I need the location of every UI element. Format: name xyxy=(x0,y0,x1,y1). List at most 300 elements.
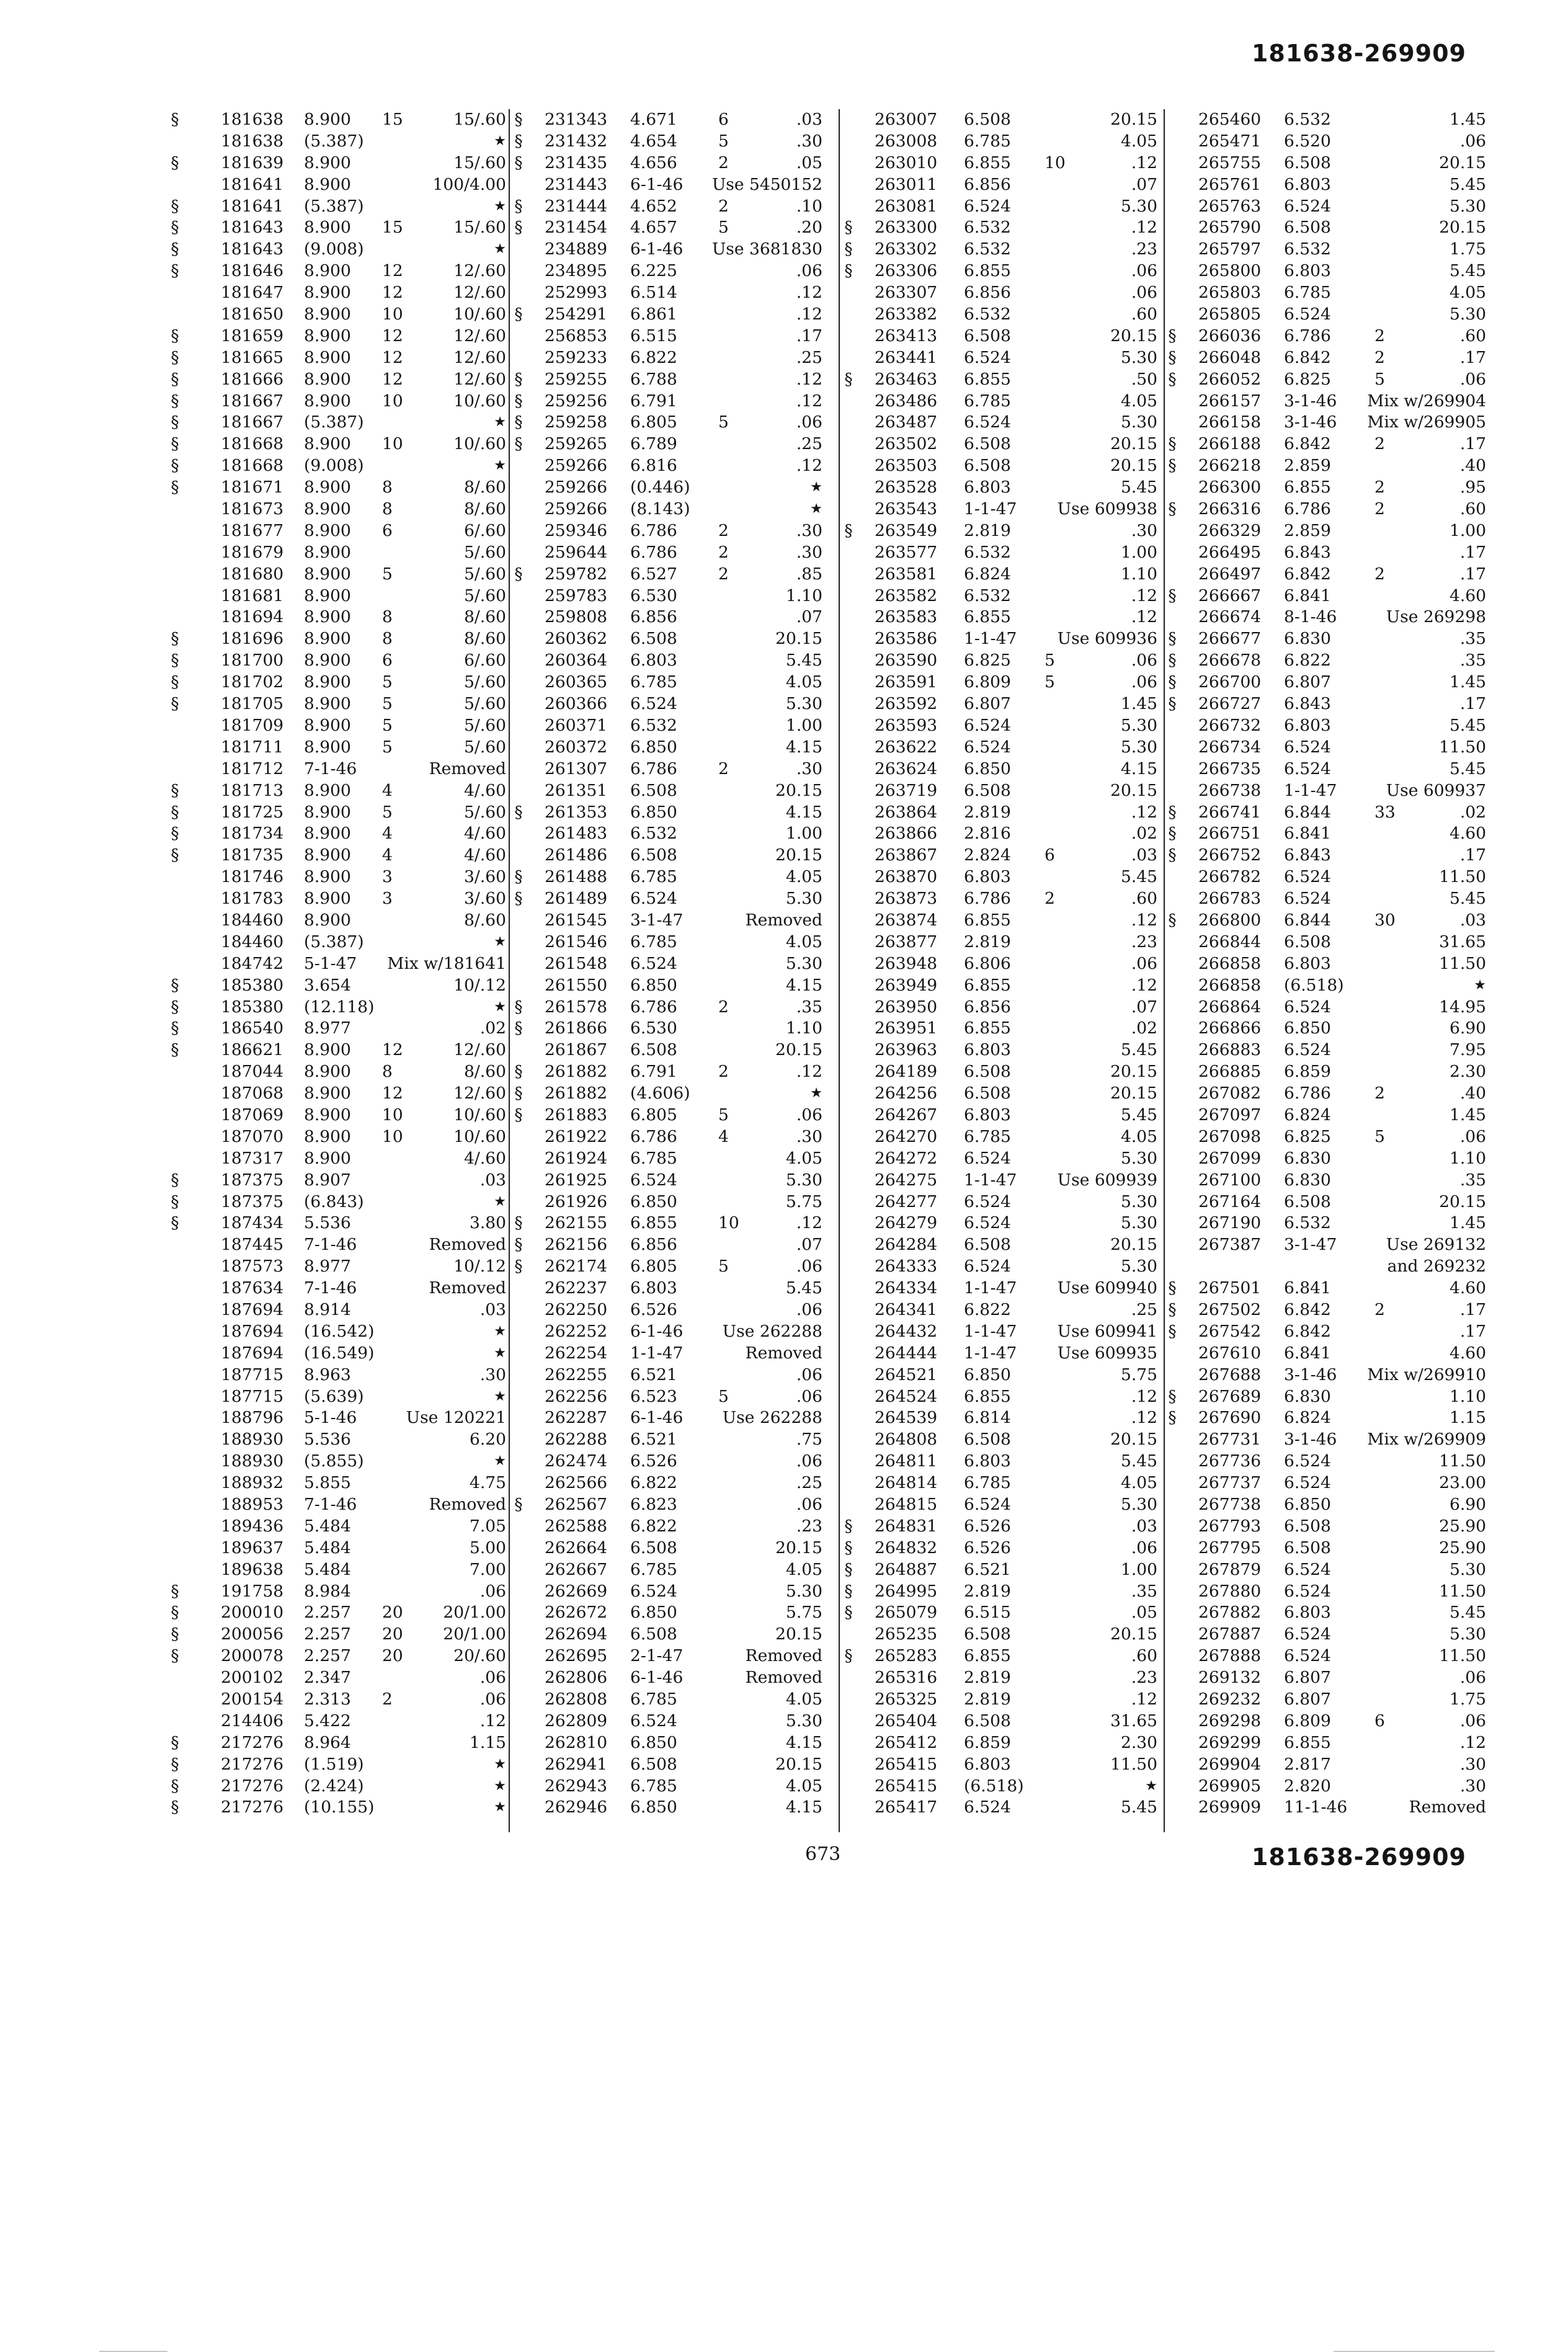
table-row xyxy=(1166,1148,1489,1170)
section-mark: § xyxy=(844,218,853,238)
table-row xyxy=(1166,153,1489,174)
unit-price: ★ xyxy=(494,933,506,950)
unit-price: 25.90 xyxy=(1439,1538,1486,1557)
table-row xyxy=(167,1451,509,1472)
part-number: 269232 xyxy=(1198,1690,1262,1709)
quantity: 4 xyxy=(382,845,393,865)
unit-price: 4.15 xyxy=(785,1797,822,1817)
table-row xyxy=(512,369,841,391)
table-row xyxy=(512,607,841,628)
price-or-date: 6.524 xyxy=(1284,1624,1331,1644)
table-row xyxy=(842,1256,1165,1278)
unit-price: ★ xyxy=(810,501,822,517)
table-row xyxy=(167,153,509,174)
section-mark: § xyxy=(514,391,523,411)
quantity: 10 xyxy=(718,1213,739,1233)
table-row xyxy=(167,455,509,477)
price-or-date: 6.508 xyxy=(630,780,677,800)
price-or-date: (6.518) xyxy=(964,1776,1024,1796)
price-or-date: 6.526 xyxy=(630,1451,677,1471)
section-mark: § xyxy=(171,196,179,216)
table-row xyxy=(512,1776,841,1797)
price-or-date: 4.654 xyxy=(630,131,677,151)
table-row xyxy=(842,1451,1165,1472)
part-number: 214406 xyxy=(221,1711,284,1731)
section-mark: § xyxy=(844,1559,853,1579)
table-row xyxy=(842,434,1165,455)
table-row xyxy=(842,1213,1165,1234)
table-row xyxy=(512,564,841,586)
table-row xyxy=(167,1754,509,1776)
part-number: 200078 xyxy=(221,1646,284,1666)
price-or-date: 2.817 xyxy=(1284,1754,1331,1774)
unit-price: .40 xyxy=(1459,1084,1486,1103)
table-row xyxy=(167,1386,509,1408)
part-number: 266700 xyxy=(1198,672,1262,692)
section-mark: § xyxy=(514,434,523,454)
table-row xyxy=(1166,1624,1489,1646)
section-mark: § xyxy=(1168,694,1177,714)
price-or-date: 2.313 xyxy=(304,1690,351,1709)
table-row xyxy=(842,1278,1165,1299)
section-mark: § xyxy=(171,824,179,844)
price-or-date: 6.524 xyxy=(964,1213,1011,1233)
unit-price: .12 xyxy=(796,456,822,476)
page-range-footer: 181638-269909 xyxy=(1251,1843,1466,1871)
table-row xyxy=(167,1321,509,1343)
price-or-date: 6.786 xyxy=(630,997,677,1017)
quantity: 2 xyxy=(718,997,729,1017)
unit-price: Use 609937 xyxy=(1386,780,1486,800)
price-or-date: 6.524 xyxy=(630,694,677,714)
price-or-date: 6.785 xyxy=(630,672,677,692)
price-or-date: 6.508 xyxy=(964,434,1011,454)
table-row xyxy=(512,347,841,369)
part-number: 261922 xyxy=(545,1126,608,1146)
part-number: 264811 xyxy=(875,1451,938,1471)
price-or-date: 6.530 xyxy=(630,1018,677,1038)
section-mark: § xyxy=(514,153,523,172)
page-range-header: 181638-269909 xyxy=(1251,40,1466,67)
table-row xyxy=(1166,693,1489,715)
price-or-date: 3-1-47 xyxy=(630,910,684,930)
table-row xyxy=(842,910,1165,932)
section-mark: § xyxy=(171,110,179,129)
table-row xyxy=(1166,1256,1489,1278)
table-row xyxy=(167,239,509,261)
part-number: 181641 xyxy=(221,196,284,216)
unit-price: Mix w/269909 xyxy=(1367,1430,1486,1450)
price-or-date: 1-1-47 xyxy=(964,1321,1017,1341)
part-number: 254291 xyxy=(545,305,608,324)
quantity: 5 xyxy=(1374,1126,1385,1146)
price-or-date: 6.824 xyxy=(1284,1408,1331,1428)
table-row xyxy=(1166,434,1489,455)
unit-price: .06 xyxy=(1459,369,1486,389)
quantity: 2 xyxy=(1374,499,1385,519)
unit-price: .02 xyxy=(1131,824,1157,844)
unit-price: 20.15 xyxy=(1110,1084,1157,1103)
unit-price: .23 xyxy=(1131,932,1157,951)
part-number: 185380 xyxy=(221,997,284,1017)
section-mark: § xyxy=(171,326,179,345)
quantity: 15 xyxy=(382,218,403,238)
part-number: 186621 xyxy=(221,1040,284,1060)
price-or-date: 7-1-46 xyxy=(304,759,357,778)
unit-price: 1.10 xyxy=(785,586,822,605)
table-row xyxy=(512,932,841,953)
part-number: 262174 xyxy=(545,1257,608,1276)
price-or-date: 6.816 xyxy=(630,456,677,476)
unit-price: .06 xyxy=(796,1105,822,1125)
section-mark: § xyxy=(171,153,179,172)
table-row xyxy=(512,1321,841,1343)
price-or-date: 8.977 xyxy=(304,1018,351,1038)
part-number: 181702 xyxy=(221,672,284,692)
price-or-date: 2.819 xyxy=(964,802,1011,822)
table-row xyxy=(842,261,1165,282)
section-mark: § xyxy=(171,672,179,692)
unit-price: 8/.60 xyxy=(464,478,506,497)
price-or-date: 8.900 xyxy=(304,261,351,281)
price-or-date: (4.606) xyxy=(630,1084,690,1103)
part-number: 263081 xyxy=(875,196,938,216)
quantity: 33 xyxy=(1374,802,1396,822)
part-number: 260362 xyxy=(545,629,608,649)
part-number: 252993 xyxy=(545,283,608,303)
unit-price: .95 xyxy=(1459,478,1486,497)
price-or-date: (1.519) xyxy=(304,1754,364,1774)
table-row xyxy=(842,953,1165,975)
table-row xyxy=(842,780,1165,802)
part-number: 267099 xyxy=(1198,1148,1262,1168)
price-or-date: 6.785 xyxy=(630,932,677,951)
table-row xyxy=(512,910,841,932)
part-number: 263591 xyxy=(875,672,938,692)
section-mark: § xyxy=(171,1018,179,1038)
part-number: 256853 xyxy=(545,326,608,345)
part-number: 181639 xyxy=(221,153,284,172)
section-mark: § xyxy=(1168,369,1177,389)
price-or-date: 1-1-47 xyxy=(964,499,1017,519)
unit-price: .12 xyxy=(1131,153,1157,172)
unit-price: 5.30 xyxy=(1120,715,1157,735)
price-or-date: 6.803 xyxy=(964,1105,1011,1125)
part-number: 266741 xyxy=(1198,802,1262,822)
unit-price: ★ xyxy=(494,133,506,149)
price-or-date: 8.900 xyxy=(304,305,351,324)
unit-price: .03 xyxy=(1131,845,1157,865)
price-or-date: 6.508 xyxy=(630,1624,677,1644)
quantity: 5 xyxy=(382,564,393,584)
part-number: 266677 xyxy=(1198,629,1262,649)
table-row xyxy=(167,326,509,347)
price-or-date: 6.822 xyxy=(630,1473,677,1493)
price-or-date: 6.526 xyxy=(630,1299,677,1319)
price-or-date: (2.424) xyxy=(304,1776,364,1796)
table-row xyxy=(842,715,1165,737)
unit-price: 1.00 xyxy=(1120,1559,1157,1579)
quantity: 10 xyxy=(382,434,403,454)
section-mark: § xyxy=(171,975,179,995)
unit-price: 5.30 xyxy=(1120,1257,1157,1276)
part-number: 188953 xyxy=(221,1495,284,1514)
unit-price: 3.80 xyxy=(469,1213,506,1233)
section-mark: § xyxy=(1168,672,1177,692)
price-or-date: 6.508 xyxy=(630,1538,677,1557)
table-row xyxy=(842,1624,1165,1646)
table-row xyxy=(1166,802,1489,824)
section-mark: § xyxy=(514,1235,523,1255)
table-row xyxy=(167,866,509,888)
price-or-date: 6.850 xyxy=(630,1732,677,1752)
part-number: 181677 xyxy=(221,520,284,540)
part-number: 266885 xyxy=(1198,1062,1262,1082)
unit-price: 20.15 xyxy=(1110,1235,1157,1255)
unit-price: .12 xyxy=(1131,1386,1157,1406)
table-row xyxy=(167,1299,509,1321)
part-number: 263592 xyxy=(875,694,938,714)
price-or-date: 6.855 xyxy=(964,1386,1011,1406)
part-number: 267882 xyxy=(1198,1603,1262,1623)
part-number: 187694 xyxy=(221,1321,284,1341)
part-number: 181638 xyxy=(221,110,284,129)
table-row xyxy=(512,693,841,715)
unit-price: 20.15 xyxy=(1110,110,1157,129)
price-or-date: 8.900 xyxy=(304,586,351,605)
price-or-date: 6.521 xyxy=(630,1430,677,1450)
unit-price: .03 xyxy=(1459,910,1486,930)
unit-price: .06 xyxy=(1131,672,1157,692)
price-or-date: (9.008) xyxy=(304,239,364,259)
price-or-date: 6.508 xyxy=(964,1711,1011,1731)
part-number: 267736 xyxy=(1198,1451,1262,1471)
quantity: 5 xyxy=(718,131,729,151)
price-or-date: 6.524 xyxy=(1284,997,1331,1017)
price-or-date: 6.803 xyxy=(1284,953,1331,973)
listing-column-4 xyxy=(1166,109,1489,1833)
part-number: 263877 xyxy=(875,932,938,951)
table-row xyxy=(512,1040,841,1061)
price-or-date: 2.819 xyxy=(964,932,1011,951)
table-row xyxy=(512,1061,841,1083)
unit-price: Mix w/269910 xyxy=(1367,1365,1486,1384)
price-or-date: 6.850 xyxy=(964,759,1011,778)
table-row xyxy=(512,1407,841,1429)
unit-price: Mix w/269904 xyxy=(1367,391,1486,411)
part-number: 259258 xyxy=(545,412,608,432)
part-number: 263543 xyxy=(875,499,938,519)
table-row xyxy=(512,586,841,607)
price-or-date: 5.536 xyxy=(304,1213,351,1233)
part-number: 181783 xyxy=(221,889,284,909)
unit-price: Removed xyxy=(1409,1797,1486,1817)
section-mark: § xyxy=(514,1495,523,1514)
table-row xyxy=(512,888,841,910)
unit-price: .12 xyxy=(1131,607,1157,627)
unit-price: .60 xyxy=(1131,305,1157,324)
table-row xyxy=(512,1624,841,1646)
part-number: 261883 xyxy=(545,1105,608,1125)
unit-price: .06 xyxy=(1459,1126,1486,1146)
unit-price: 5.30 xyxy=(785,953,822,973)
table-row xyxy=(842,217,1165,239)
part-number: 263486 xyxy=(875,391,938,411)
part-number: 231343 xyxy=(545,110,608,129)
part-number: 261925 xyxy=(545,1170,608,1190)
part-number: 262250 xyxy=(545,1299,608,1319)
part-number: 263948 xyxy=(875,953,938,973)
section-mark: § xyxy=(1168,802,1177,822)
unit-price: ★ xyxy=(494,1799,506,1815)
table-row xyxy=(842,412,1165,434)
price-or-date: 6.855 xyxy=(964,607,1011,627)
table-row xyxy=(842,1667,1165,1689)
table-row xyxy=(1166,1472,1489,1494)
unit-price: 5.30 xyxy=(785,1581,822,1601)
unit-price: .06 xyxy=(796,1365,822,1384)
table-row xyxy=(167,261,509,282)
part-number: 259265 xyxy=(545,434,608,454)
price-or-date: (5.387) xyxy=(304,412,364,432)
price-or-date: 6.521 xyxy=(964,1559,1011,1579)
unit-price: 5.30 xyxy=(1120,412,1157,432)
part-number: 187375 xyxy=(221,1170,284,1190)
price-or-date: 6.791 xyxy=(630,391,677,411)
unit-price: .06 xyxy=(1131,953,1157,973)
price-or-date: 6.844 xyxy=(1284,910,1331,930)
table-row xyxy=(167,650,509,672)
table-row xyxy=(842,109,1165,131)
unit-price: .25 xyxy=(796,1473,822,1493)
quantity: 2 xyxy=(1374,326,1385,345)
price-or-date: 6.524 xyxy=(630,1581,677,1601)
table-row xyxy=(167,1689,509,1711)
table-row xyxy=(842,1299,1165,1321)
table-row xyxy=(1166,1234,1489,1256)
table-row xyxy=(842,628,1165,650)
price-or-date: 6.856 xyxy=(630,1235,677,1255)
table-row xyxy=(512,477,841,499)
table-row xyxy=(842,1126,1165,1148)
part-number: 181679 xyxy=(221,542,284,562)
part-number: 184460 xyxy=(221,932,284,951)
table-row xyxy=(512,1299,841,1321)
quantity: 10 xyxy=(382,1105,403,1125)
unit-price: 5.30 xyxy=(1120,1148,1157,1168)
price-or-date: 8.900 xyxy=(304,542,351,562)
part-number: 181646 xyxy=(221,261,284,281)
part-number: 181725 xyxy=(221,802,284,822)
part-number: 265412 xyxy=(875,1732,938,1752)
unit-price: 20/1.00 xyxy=(443,1603,506,1623)
unit-price: .03 xyxy=(796,110,822,129)
price-or-date: 8.900 xyxy=(304,1062,351,1082)
quantity: 8 xyxy=(382,499,393,519)
part-number: 264189 xyxy=(875,1062,938,1082)
section-mark: § xyxy=(171,780,179,800)
table-row xyxy=(512,780,841,802)
part-number: 181696 xyxy=(221,629,284,649)
unit-price: 20.15 xyxy=(775,629,822,649)
price-or-date: 6.532 xyxy=(964,305,1011,324)
price-or-date: 6.788 xyxy=(630,369,677,389)
table-row xyxy=(167,1061,509,1083)
unit-price: 20.15 xyxy=(775,1754,822,1774)
table-row xyxy=(167,1365,509,1386)
part-number: 264539 xyxy=(875,1408,938,1428)
table-row xyxy=(1166,780,1489,802)
unit-price: 20.15 xyxy=(1439,153,1486,172)
unit-price: 5/.60 xyxy=(464,737,506,757)
unit-price: 5.30 xyxy=(1449,1559,1486,1579)
unit-price: 20.15 xyxy=(1110,1062,1157,1082)
part-number: 263503 xyxy=(875,456,938,476)
price-or-date: 8.900 xyxy=(304,283,351,303)
part-number: 181713 xyxy=(221,780,284,800)
price-or-date: 6.508 xyxy=(1284,932,1331,951)
unit-price: Mix w/269905 xyxy=(1367,412,1486,432)
section-mark: § xyxy=(171,1581,179,1601)
table-row xyxy=(512,975,841,997)
section-mark: § xyxy=(171,694,179,714)
part-number: 181647 xyxy=(221,283,284,303)
unit-price: .12 xyxy=(1131,975,1157,995)
price-or-date: 6.785 xyxy=(630,867,677,887)
part-number: 262943 xyxy=(545,1776,608,1796)
table-row xyxy=(842,1797,1165,1819)
part-number: 217276 xyxy=(221,1776,284,1796)
unit-price: 4.75 xyxy=(469,1473,506,1493)
price-or-date: 5-1-47 xyxy=(304,953,357,973)
price-or-date: 6.508 xyxy=(964,1235,1011,1255)
section-mark: § xyxy=(1168,910,1177,930)
part-number: 261483 xyxy=(545,824,608,844)
part-number: 181694 xyxy=(221,607,284,627)
unit-price: 11.50 xyxy=(1439,867,1486,887)
table-row xyxy=(842,282,1165,304)
part-number: 266751 xyxy=(1198,824,1262,844)
part-number: 266783 xyxy=(1198,889,1262,909)
table-row xyxy=(512,1516,841,1538)
table-row xyxy=(512,1365,841,1386)
part-number: 263463 xyxy=(875,369,938,389)
unit-price: 1.00 xyxy=(1120,542,1157,562)
unit-price: .30 xyxy=(1459,1754,1486,1774)
table-row xyxy=(1166,1732,1489,1754)
table-row xyxy=(1166,1407,1489,1429)
price-or-date: 6.785 xyxy=(1284,283,1331,303)
unit-price: 5.45 xyxy=(1449,759,1486,778)
table-row xyxy=(512,520,841,542)
quantity: 2 xyxy=(1374,1084,1385,1103)
unit-price: 1.10 xyxy=(1449,1148,1486,1168)
unit-price: .23 xyxy=(1131,239,1157,259)
part-number: 263874 xyxy=(875,910,938,930)
section-mark: § xyxy=(514,889,523,909)
quantity: 5 xyxy=(1045,672,1055,692)
unit-price: 1.75 xyxy=(1449,1690,1486,1709)
parts-listing xyxy=(0,109,1568,1833)
price-or-date: 6.856 xyxy=(964,174,1011,194)
part-number: 266316 xyxy=(1198,499,1262,519)
price-or-date: 5.484 xyxy=(304,1516,351,1536)
unit-price: 1.45 xyxy=(1120,694,1157,714)
unit-price: .35 xyxy=(1459,651,1486,670)
unit-price: .07 xyxy=(1131,997,1157,1017)
part-number: 265079 xyxy=(875,1603,938,1623)
price-or-date: 8.900 xyxy=(304,629,351,649)
